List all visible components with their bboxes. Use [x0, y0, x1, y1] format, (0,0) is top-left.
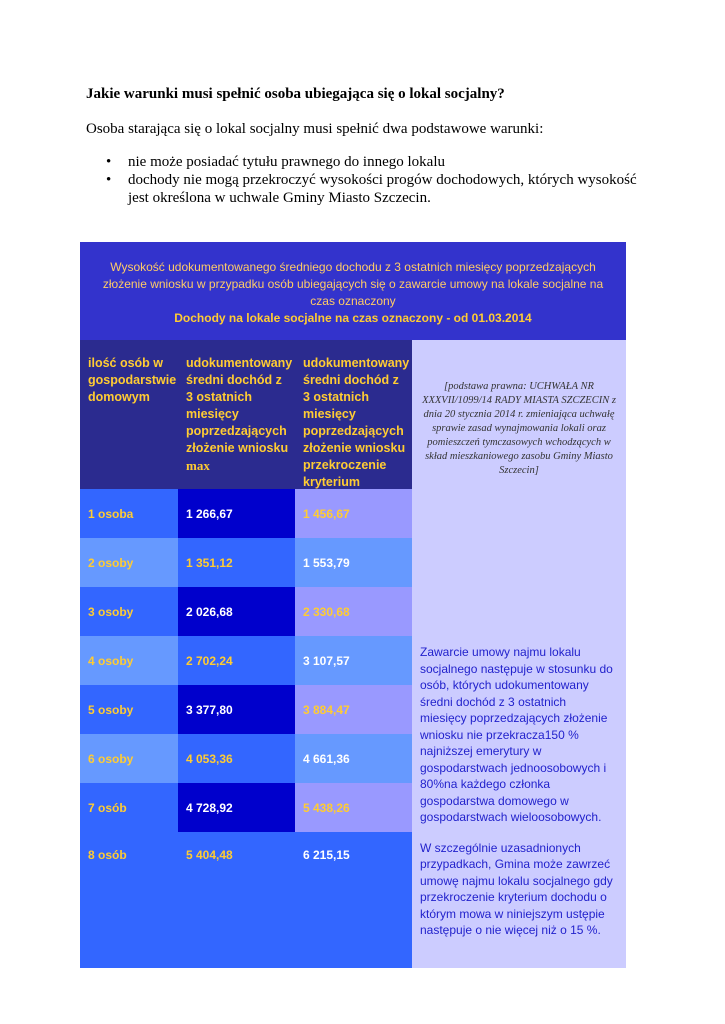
table-cell-max: 4 728,92: [178, 783, 295, 832]
table-cell-max: 5 404,48: [178, 832, 295, 968]
table-header: [80, 242, 626, 340]
table-cell-persons: 4 osoby: [80, 636, 178, 685]
table-header-subtitle: Dochody na lokale socjalne na czas oznaczony - od 01.03.2014: [174, 311, 532, 325]
table-cell-persons: 5 osoby: [80, 685, 178, 734]
table-cell-max: 2 026,68: [178, 587, 295, 636]
table-cell-persons: 2 osoby: [80, 538, 178, 587]
column-header-label: ilość osób w gospodarstwie domowym: [88, 356, 177, 404]
intro-text: Osoba starająca się o lokal socjalny musi spełnić dwa podstawowe warunki:: [86, 121, 544, 137]
column-header-max-label: max: [186, 458, 210, 473]
column-header-plus15: [295, 340, 412, 489]
list-item-text: dochody nie mogą przekroczyć wysokości progów dochodowych, których wysokość jest określona w uchwale Gminy Miasto Szczecin.: [128, 172, 637, 206]
table-cell-plus15: 3 107,57: [295, 636, 412, 685]
info-paragraph-1: Zawarcie umowy najmu lokalu socjalnego następuje w stosunku do osób, których udokumentowany średni dochód z 3 ostatnich miesięcy poprzedzających złożenie wniosku nie przekracza150 % najniższej emerytury w gospodarstwach jednoosobowych i 80%na każdego członka gospodarstwa domowego w gospodarstwach wieloosobowych.: [420, 645, 613, 824]
column-header-label: udokumentowany średni dochód z 3 ostatnich miesięcy poprzedzających złożenie wniosku: [186, 356, 293, 455]
table-cell-plus15: 1 553,79: [295, 538, 412, 587]
column-header-persons: [80, 340, 178, 489]
table-cell-plus15: 5 438,26: [295, 783, 412, 832]
column-header-label: udokumentowany średni dochód z 3 ostatnich miesięcy poprzedzających złożenie wniosku przekroczenie kryterium: [303, 356, 410, 489]
table-cell-max: 3 377,80: [178, 685, 295, 734]
table-cell-persons: 1 osoba: [80, 489, 178, 538]
conditions-list: [106, 153, 646, 207]
legal-basis-note: [podstawa prawna: UCHWAŁA NR XXXVII/1099/14 RADY MIASTA SZCZECIN z dnia 20 stycznia 2014 r. zmieniająca uchwałę sprawie zasad wynajmowania lokali oraz pomieszczeń tymczasowych wchodzących w skład mieszkaniowego zasobu Gminy Miasto Szczecin]: [412, 340, 626, 636]
table-cell-plus15: 3 884,47: [295, 685, 412, 734]
table-cell-plus15: 4 661,36: [295, 734, 412, 783]
list-item-text: nie może posiadać tytułu prawnego do innego lokalu: [128, 154, 445, 170]
table-cell-persons: 6 osoby: [80, 734, 178, 783]
table-cell-plus15: 6 215,15: [295, 832, 412, 968]
income-table: [80, 242, 626, 968]
list-item: [106, 171, 646, 207]
bullet-icon: •: [106, 154, 112, 170]
bullet-icon: •: [106, 172, 112, 188]
info-paragraph-2: W szczególnie uzasadnionych przypadkach, Gmina może zawrzeć umowę najmu lokalu socjalnego gdy przekroczenie kryterium dochodu o którym mowa w niniejszym ustępie następuje o nie więcej niż o 15 %.: [420, 840, 613, 937]
table-header-title: Wysokość udokumentowanego średniego dochodu z 3 ostatnich miesięcy poprzedzających złożenie wniosku w przypadku osób ubiegających się o zawarcie umowy na lokale socjalne na czas oznaczony: [102, 260, 604, 308]
page-question: Jakie warunki musi spełnić osoba ubiegająca się o lokal socjalny?: [86, 86, 505, 102]
table-cell-plus15: 1 456,67: [295, 489, 412, 538]
table-cell-max: 1 266,67: [178, 489, 295, 538]
info-note: [412, 636, 626, 968]
table-cell-max: 2 702,24: [178, 636, 295, 685]
table-cell-max: 4 053,36: [178, 734, 295, 783]
table-cell-persons: 7 osób: [80, 783, 178, 832]
table-cell-persons: 3 osoby: [80, 587, 178, 636]
table-cell-max: 1 351,12: [178, 538, 295, 587]
table-cell-plus15: 2 330,68: [295, 587, 412, 636]
list-item: [106, 153, 646, 171]
column-header-max: [178, 340, 295, 489]
table-cell-persons: 8 osób: [80, 832, 178, 968]
